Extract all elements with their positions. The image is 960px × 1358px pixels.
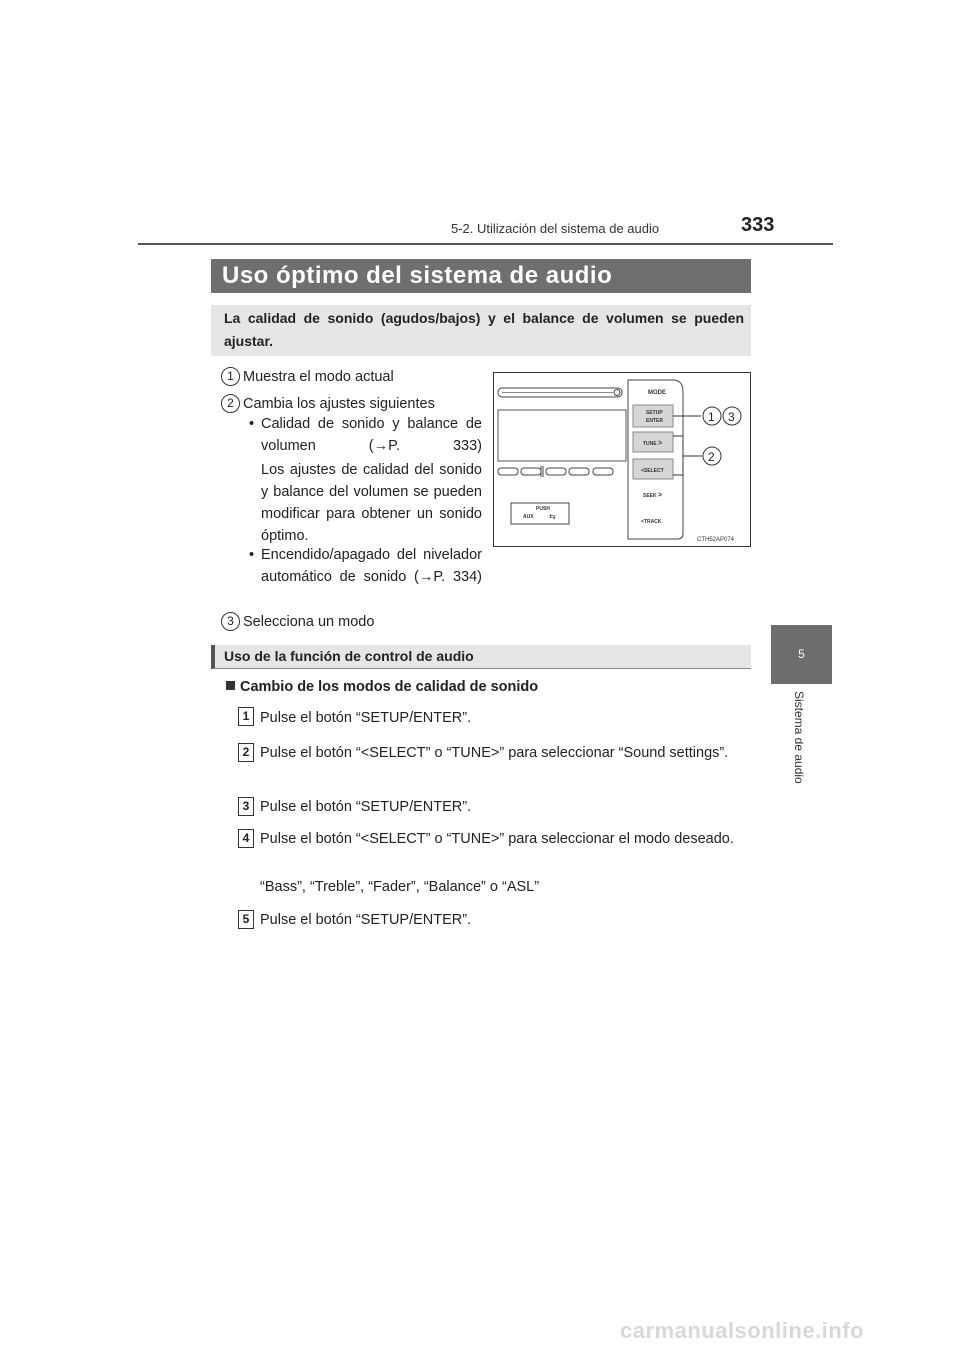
svg-text:TUNE: TUNE: [643, 441, 657, 447]
square-bullet-icon: [226, 681, 235, 690]
header-rule: [138, 243, 833, 245]
procedure-heading: Cambio de los modos de calidad de sonido: [226, 676, 538, 698]
step-number-2: 2: [238, 743, 254, 762]
callout-1-text: Muestra el modo actual: [243, 369, 394, 385]
chapter-tab-label: Sistema de audio: [792, 691, 806, 784]
callout-2-text: Cambia los ajustes siguientes: [243, 396, 435, 412]
callout-2-bullet-2: Encendido/apagado del nivelador automático de sonido (→P. 334): [261, 547, 482, 585]
preset-buttons: [498, 468, 613, 475]
page-number: 333: [741, 214, 775, 236]
usb-icon: ⇆: [549, 512, 556, 521]
watermark: carmanualsonline.info: [620, 1318, 864, 1343]
step-number-1: 1: [238, 707, 254, 726]
chevron-right-icon: >: [658, 440, 663, 447]
step-2-text: Pulse el botón “<SELECT” o “TUNE>” para seleccionar “Sound settings”.: [260, 745, 729, 761]
chapter-tab: 5: [771, 625, 832, 684]
step-number-5: 5: [238, 910, 254, 929]
step-3-text: Pulse el botón “SETUP/ENTER”.: [260, 799, 472, 815]
display-screen: [498, 410, 626, 461]
step-number-4: 4: [238, 829, 254, 848]
mode-button-label: MODE: [648, 390, 666, 396]
intro-text: La calidad de sonido (agudos/bajos) y el balance de volumen se pueden ajustar.: [224, 310, 744, 349]
svg-text:ENTER: ENTER: [646, 418, 663, 424]
svg-text:<SELECT: <SELECT: [641, 468, 664, 474]
callout-2-note: Los ajustes de calidad del sonido y balance del volumen se pueden modificar para obtener un sonido óptimo.: [261, 462, 482, 544]
step-number-3: 3: [238, 797, 254, 816]
aux-push-label: PUSH: [536, 506, 550, 512]
callout-number-1: 1: [221, 367, 240, 386]
chevron-right-icon: >: [658, 492, 663, 499]
callout-2-bullet-1: Calidad de sonido y balance de volumen (→P. 333): [261, 416, 482, 454]
step-5-text: Pulse el botón “SETUP/ENTER”.: [260, 912, 472, 928]
bullet-dot: •: [249, 547, 255, 563]
figure-code: CTH52AP074: [697, 537, 735, 543]
seek-button-label: SEEK: [643, 493, 657, 499]
subsection-title: Uso de la función de control de audio: [224, 648, 474, 664]
callout-3-text: Selecciona un modo: [243, 614, 375, 630]
svg-text:3: 3: [728, 410, 735, 424]
track-button-label: <TRACK: [641, 519, 662, 525]
audio-panel-figure: [493, 372, 751, 547]
bullet-dot: •: [249, 416, 255, 432]
svg-text:2: 2: [708, 450, 715, 464]
step-4-text: Pulse el botón “<SELECT” o “TUNE>” para seleccionar el modo deseado.: [260, 831, 734, 847]
callout-number-2: 2: [221, 394, 240, 413]
svg-text:SETUP: SETUP: [646, 410, 663, 416]
running-header-section: 5-2. Utilización del sistema de audio: [451, 221, 660, 236]
modes-note: “Bass”, “Treble”, “Fader”, “Balance” o “ASL”: [260, 879, 540, 895]
callout-number-3: 3: [221, 612, 240, 631]
step-1-text: Pulse el botón “SETUP/ENTER”.: [260, 710, 472, 726]
aux-label: AUX: [523, 514, 534, 520]
svg-text:1: 1: [708, 410, 715, 424]
section-title: Uso óptimo del sistema de audio: [222, 262, 613, 289]
